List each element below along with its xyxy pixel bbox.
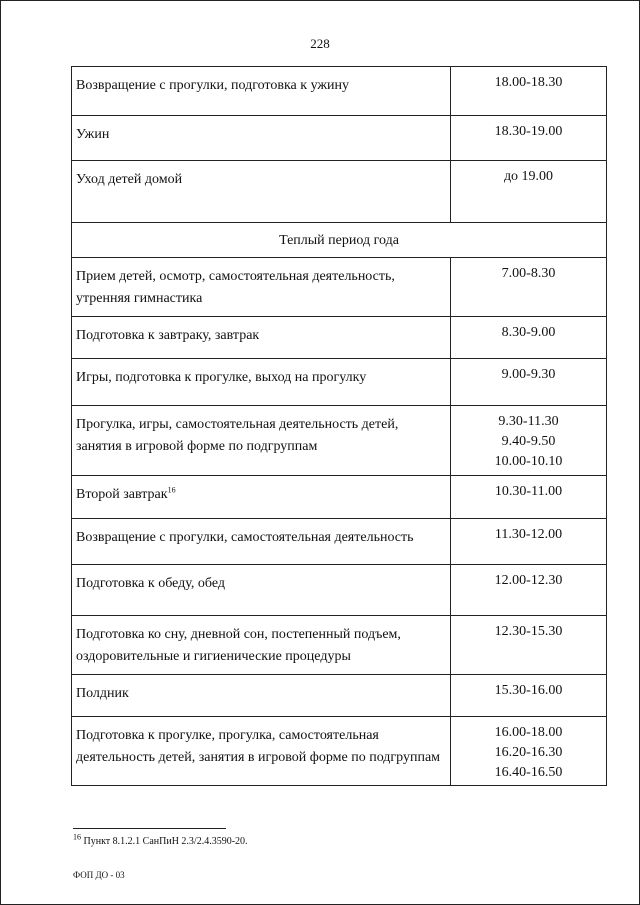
time-value: 16.00-18.00 — [494, 725, 563, 740]
activity-text-wrap — [72, 359, 450, 395]
time-cell — [451, 317, 607, 359]
activity-text-wrap — [72, 67, 450, 103]
table-row — [72, 616, 607, 675]
time-list — [451, 717, 606, 783]
time-cell — [451, 675, 607, 717]
time-list — [451, 161, 606, 187]
time-cell — [451, 161, 607, 223]
table-row — [72, 359, 607, 406]
table-row — [72, 406, 607, 476]
table-row — [72, 675, 607, 717]
time-list — [451, 476, 606, 502]
activity-cell — [72, 675, 451, 717]
time-value: 9.40-9.50 — [501, 434, 556, 449]
time-cell — [451, 476, 607, 519]
activity-text-wrap — [72, 675, 450, 711]
time-list — [451, 67, 606, 93]
time-cell — [451, 519, 607, 565]
activity-cell — [72, 565, 451, 616]
time-list — [451, 258, 606, 284]
activity-cell — [72, 406, 451, 476]
time-value: 12.00-12.30 — [494, 573, 563, 588]
activity-text-wrap — [72, 519, 450, 555]
activity-text-wrap — [72, 406, 450, 464]
table-row — [72, 258, 607, 317]
activity-text: Игры, подготовка к прогулке, выход на прогулку — [76, 370, 367, 385]
activity-text: Второй завтрак — [76, 487, 168, 502]
table-row — [72, 317, 607, 359]
activity-text: Полдник — [76, 686, 129, 701]
time-value: 15.30-16.00 — [494, 683, 563, 698]
time-value: 9.00-9.30 — [501, 367, 556, 382]
section-title-cell — [72, 223, 607, 258]
time-value: 9.30-11.30 — [498, 414, 559, 429]
activity-text: Возвращение с прогулки, подготовка к ужину — [76, 78, 350, 93]
schedule-table — [71, 66, 607, 786]
footnote-text: Пункт 8.1.2.1 СанПиН 2.3/2.4.3590-20. — [83, 836, 248, 847]
activity-cell — [72, 161, 451, 223]
activity-cell — [72, 258, 451, 317]
table-row — [72, 717, 607, 786]
activity-text-wrap — [72, 258, 450, 316]
time-value: 7.00-8.30 — [501, 266, 556, 281]
time-list — [451, 317, 606, 343]
activity-text: Уход детей домой — [76, 172, 183, 187]
time-cell — [451, 616, 607, 675]
activity-text: Возвращение с прогулки, самостоятельная деятельность — [76, 530, 414, 545]
activity-cell — [72, 476, 451, 519]
table-row — [72, 116, 607, 161]
time-value: 10.00-10.10 — [494, 454, 563, 469]
activity-text-wrap — [72, 616, 450, 674]
time-list — [451, 519, 606, 545]
schedule-table-body — [72, 67, 607, 786]
activity-text: Подготовка к прогулке, прогулка, самостоятельная деятельность детей, занятия в игровой форме по подгруппам — [76, 728, 441, 765]
time-cell — [451, 258, 607, 317]
section-title: Теплый период года — [279, 233, 399, 248]
time-value: 11.30-12.00 — [494, 527, 563, 542]
activity-cell — [72, 116, 451, 161]
document-code: ФОП ДО - 03 — [73, 870, 125, 880]
page-number: 228 — [310, 36, 330, 51]
section-header-row — [72, 223, 607, 258]
activity-text: Ужин — [76, 127, 110, 142]
activity-text: Прием детей, осмотр, самостоятельная деятельность, утренняя гимнастика — [76, 269, 395, 306]
activity-text: Подготовка к обеду, обед — [76, 576, 225, 591]
time-cell — [451, 116, 607, 161]
activity-cell — [72, 359, 451, 406]
time-cell — [451, 717, 607, 786]
time-list — [451, 565, 606, 591]
time-cell — [451, 406, 607, 476]
time-value: до 19.00 — [503, 169, 554, 184]
time-cell — [451, 359, 607, 406]
time-value: 18.30-19.00 — [494, 124, 563, 139]
time-list — [451, 406, 606, 472]
time-list — [451, 616, 606, 642]
activity-text: Прогулка, игры, самостоятельная деятельность детей, занятия в игровой форме по подгруппам — [76, 417, 399, 454]
footnote-number: 16 — [73, 832, 81, 842]
time-value: 16.40-16.50 — [494, 765, 563, 780]
activity-text-wrap — [72, 161, 450, 197]
activity-text: Подготовка к завтраку, завтрак — [76, 328, 260, 343]
activity-text-wrap — [72, 717, 450, 775]
time-value: 12.30-15.30 — [494, 624, 563, 639]
time-list — [451, 675, 606, 701]
time-value: 8.30-9.00 — [501, 325, 556, 340]
footnote-reference: 16 — [167, 485, 176, 495]
activity-text: Подготовка ко сну, дневной сон, постепенный подъем, оздоровительные и гигиенические процедуры — [76, 627, 401, 664]
activity-cell — [72, 519, 451, 565]
time-value: 18.00-18.30 — [494, 75, 563, 90]
activity-cell — [72, 717, 451, 786]
table-row — [72, 476, 607, 519]
time-list — [451, 116, 606, 142]
activity-cell — [72, 317, 451, 359]
time-value: 16.20-16.30 — [494, 745, 563, 760]
activity-text-wrap — [72, 317, 450, 353]
table-row — [72, 161, 607, 223]
time-cell — [451, 565, 607, 616]
activity-cell — [72, 616, 451, 675]
table-row — [72, 67, 607, 116]
activity-text-wrap — [72, 565, 450, 601]
footnote-separator — [73, 828, 226, 829]
table-row — [72, 565, 607, 616]
time-list — [451, 359, 606, 385]
activity-text-wrap — [72, 116, 450, 152]
time-cell — [451, 67, 607, 116]
time-value: 10.30-11.00 — [494, 484, 563, 499]
activity-cell — [72, 67, 451, 116]
table-row — [72, 519, 607, 565]
activity-text-wrap — [72, 476, 450, 512]
footnote — [73, 832, 248, 847]
